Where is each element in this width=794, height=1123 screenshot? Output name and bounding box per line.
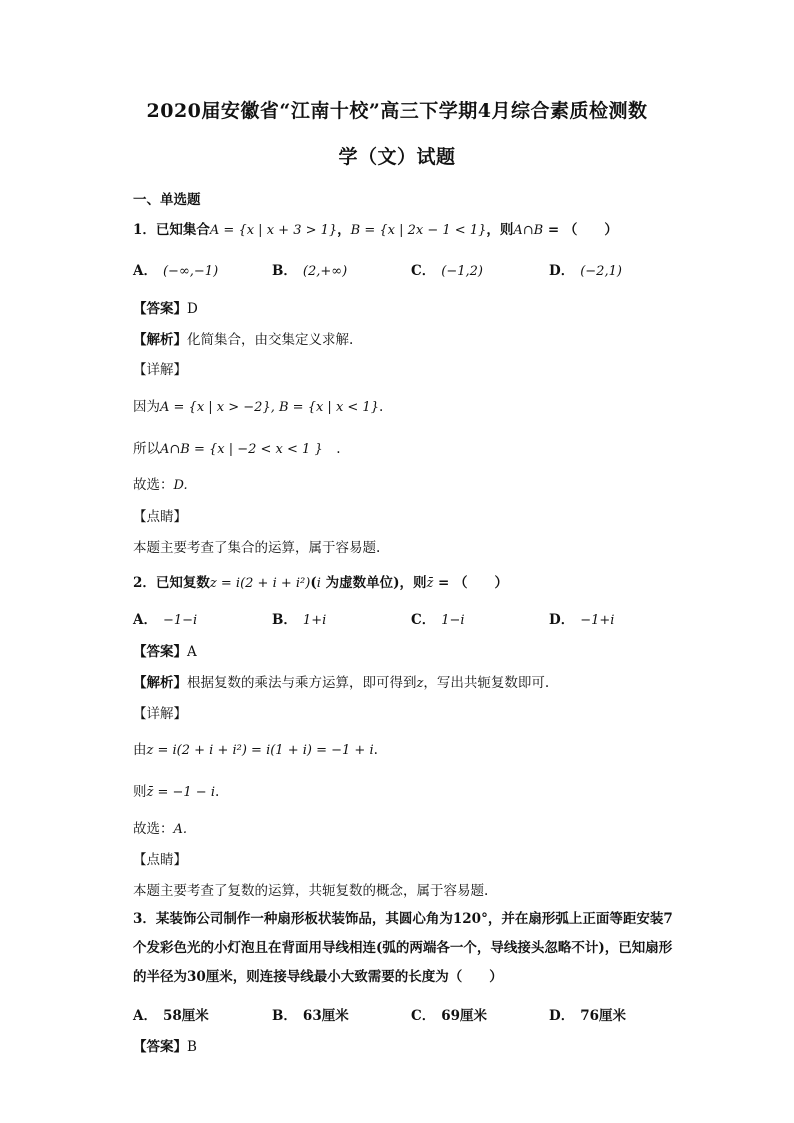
option-value: −1−i bbox=[162, 613, 198, 628]
answer-tag: 【答案】 bbox=[133, 1039, 187, 1055]
q2-i-symbol: i bbox=[316, 576, 321, 591]
title-line-1: 2020届安徽省“江南十校”高三下学期4月综合素质检测数 bbox=[146, 100, 648, 122]
q3-option-d bbox=[549, 1004, 626, 1024]
analysis-text: 根据复数的乘法与乘方运算，即可得到 bbox=[187, 675, 417, 691]
q1-then: ，则 bbox=[486, 222, 514, 238]
step-suffix: . bbox=[373, 742, 378, 758]
step-math: z = i(2 + i + i²) = i(1 + i) = −1 + i bbox=[146, 743, 374, 758]
q2-step-1 bbox=[133, 738, 378, 758]
step-suffix: . bbox=[215, 784, 220, 800]
question-2-stem bbox=[133, 571, 508, 591]
option-value: (2,+∞) bbox=[302, 264, 348, 279]
q2-zbar: z̄ bbox=[426, 576, 434, 591]
option-value: 76厘米 bbox=[580, 1008, 627, 1024]
choice-prefix: 故选： bbox=[133, 821, 174, 837]
step-prefix: 因为 bbox=[133, 399, 160, 415]
choice-value: D. bbox=[173, 478, 188, 493]
q2-detail-tag: 【详解】 bbox=[133, 706, 187, 722]
question-3-stem: 3．某装饰公司制作一种扇形板状装饰品，其圆心角为120°，并在扇形弧上正面等距安装7个发彩色光的小灯泡且在背面用导线相连(弧的两端各一个，导线接头忽略不计)，已知扇形的半径为30厘米，则连接导线最小大致需要的长度为（ ） bbox=[133, 911, 673, 985]
option-key: A． bbox=[133, 612, 157, 628]
choice-prefix: 故选： bbox=[133, 477, 174, 493]
q2-paren-open: ( bbox=[310, 575, 317, 591]
q1-set-b: B = {x | 2x − 1 < 1} bbox=[350, 223, 487, 238]
option-key: A． bbox=[133, 1008, 157, 1024]
q1-detail-tag: 【详解】 bbox=[133, 362, 187, 378]
q2-choice bbox=[133, 817, 187, 837]
option-value: (−2,1) bbox=[580, 264, 622, 279]
analysis-z: z bbox=[416, 676, 424, 691]
q1-comment-tag: 【点睛】 bbox=[133, 509, 187, 525]
option-key: C． bbox=[411, 612, 436, 628]
step-math: A = {x | x > −2}, B = {x | x < 1} bbox=[160, 400, 379, 415]
q1-set-a: A = {x | x + 3 > 1} bbox=[209, 223, 338, 238]
q2-analysis bbox=[133, 671, 549, 691]
q1-paren: = （ ） bbox=[543, 222, 618, 238]
step-suffix: . bbox=[322, 441, 341, 457]
q1-option-a bbox=[133, 259, 218, 279]
option-value: 1+i bbox=[302, 613, 327, 628]
option-key: A． bbox=[133, 263, 157, 279]
answer-tag: 【答案】 bbox=[133, 644, 187, 660]
q1-separator: ， bbox=[337, 222, 351, 238]
option-value: (−1,2) bbox=[441, 264, 483, 279]
option-key: C． bbox=[411, 1008, 436, 1024]
option-value: 58厘米 bbox=[162, 1008, 209, 1024]
answer-value: A bbox=[187, 644, 197, 660]
q2-option-d bbox=[549, 608, 614, 628]
q2-comment: 本题主要考查了复数的运算，共轭复数的概念，属于容易题. bbox=[133, 883, 489, 899]
question-1-stem bbox=[133, 218, 618, 238]
q1-number: 1．已知集合 bbox=[133, 222, 210, 238]
q2-number: 2．已知复数 bbox=[133, 575, 210, 591]
step-suffix: . bbox=[378, 399, 384, 415]
q3-answer bbox=[133, 1035, 197, 1055]
step-prefix: 则 bbox=[133, 784, 147, 800]
section-heading: 一、单选题 bbox=[133, 192, 201, 208]
q2-option-b bbox=[272, 608, 326, 628]
answer-tag: 【答案】 bbox=[133, 301, 187, 317]
q1-option-d bbox=[549, 259, 622, 279]
q1-choice bbox=[133, 473, 188, 493]
option-value: 69厘米 bbox=[441, 1008, 488, 1024]
option-key: D． bbox=[549, 612, 575, 628]
option-value: (−∞,−1) bbox=[162, 264, 219, 279]
q1-answer bbox=[133, 297, 198, 317]
answer-value: B bbox=[187, 1039, 197, 1055]
q2-paren-mid: 为虚数单位)，则 bbox=[320, 575, 427, 591]
q2-paren: = （ ） bbox=[433, 575, 509, 591]
q3-option-c bbox=[411, 1004, 487, 1024]
choice-value: A. bbox=[173, 822, 188, 837]
answer-value: D bbox=[187, 301, 198, 317]
step-math: A∩B = {x | −2 < x < 1 } bbox=[160, 442, 323, 457]
analysis-tag: 【解析】 bbox=[133, 332, 187, 348]
option-value: 1−i bbox=[441, 613, 465, 628]
option-key: D． bbox=[549, 263, 575, 279]
q1-expr: A∩B bbox=[513, 223, 544, 238]
q3-option-b bbox=[272, 1004, 349, 1024]
option-key: C． bbox=[411, 263, 436, 279]
q1-step-2 bbox=[133, 437, 341, 457]
q2-expr: z = i(2 + i + i²) bbox=[209, 576, 311, 591]
step-prefix: 由 bbox=[133, 742, 147, 758]
title-line-2: 学（文）试题 bbox=[338, 146, 456, 168]
option-key: B． bbox=[272, 612, 297, 628]
q1-analysis bbox=[133, 328, 353, 348]
q2-option-a bbox=[133, 608, 197, 628]
q2-step-2 bbox=[133, 780, 219, 800]
option-key: B． bbox=[272, 1008, 297, 1024]
analysis-text-2: ，写出共轭复数即可. bbox=[423, 675, 550, 691]
q1-comment: 本题主要考查了集合的运算，属于容易题. bbox=[133, 540, 381, 556]
q1-option-b bbox=[272, 259, 347, 279]
analysis-tag: 【解析】 bbox=[133, 675, 187, 691]
q2-option-c bbox=[411, 608, 465, 628]
option-value: 63厘米 bbox=[302, 1008, 349, 1024]
analysis-text: 化简集合，由交集定义求解. bbox=[187, 332, 354, 348]
option-key: B． bbox=[272, 263, 297, 279]
q2-answer bbox=[133, 640, 197, 660]
q1-step-1 bbox=[133, 395, 383, 415]
option-key: D． bbox=[549, 1008, 575, 1024]
q3-option-a bbox=[133, 1004, 209, 1024]
q2-comment-tag: 【点睛】 bbox=[133, 852, 187, 868]
q1-option-c bbox=[411, 259, 483, 279]
step-math: z̄ = −1 − i bbox=[146, 785, 215, 800]
option-value: −1+i bbox=[580, 613, 615, 628]
step-prefix: 所以 bbox=[133, 441, 160, 457]
